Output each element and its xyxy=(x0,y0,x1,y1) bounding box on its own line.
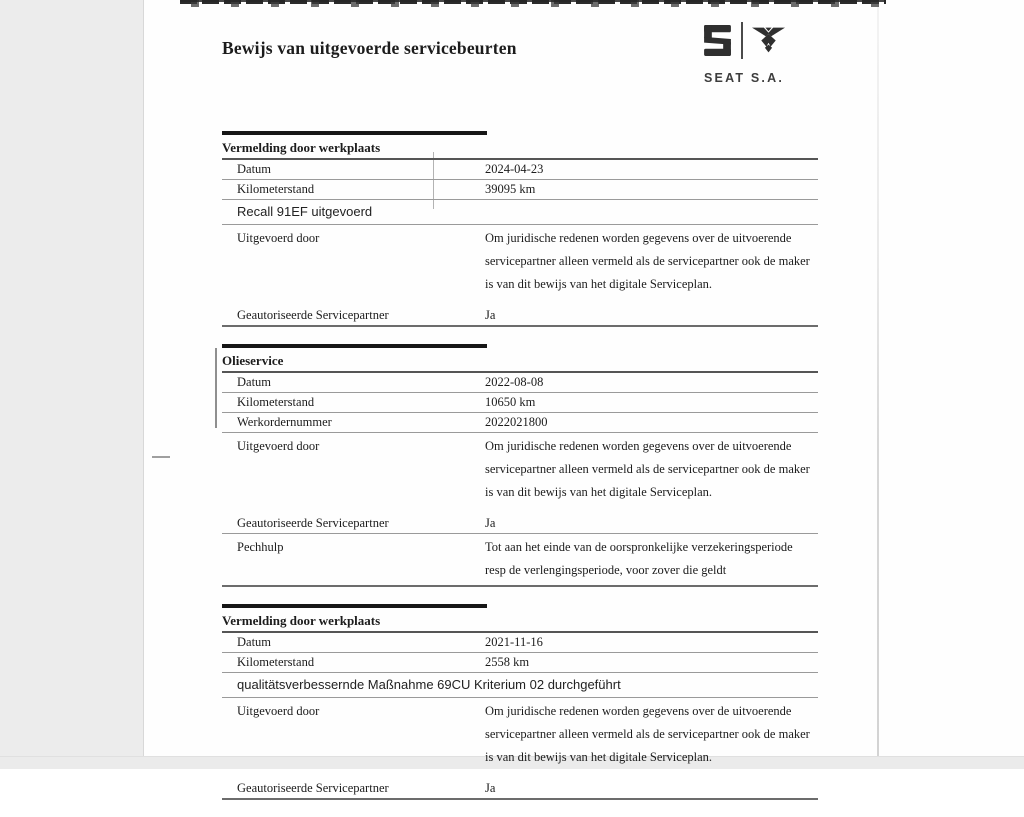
table-row xyxy=(222,653,818,673)
row-value: 39095 km xyxy=(485,182,536,196)
section-top-bar xyxy=(222,604,487,608)
table-row xyxy=(222,514,818,534)
note-text: qualitätsverbessernde Maßnahme 69CU Kriterium 02 durchgeführt xyxy=(237,677,621,692)
row-label: Datum xyxy=(237,375,272,389)
service-records xyxy=(222,131,818,800)
row-label: Geautoriseerde Servicepartner xyxy=(237,516,389,530)
note-row xyxy=(222,673,818,698)
row-value: Ja xyxy=(485,308,496,322)
row-value: 2021-11-16 xyxy=(485,635,543,649)
row-value: Tot aan het einde van de oorspronkelijke verzekeringsperiode resp de verlengingsperiode, voor zover die geldt xyxy=(485,540,793,577)
row-label: Kilometerstand xyxy=(237,655,315,669)
section-top-bar xyxy=(222,131,487,135)
table-row xyxy=(222,413,818,433)
row-label: Uitgevoerd door xyxy=(237,231,320,245)
service-record-section xyxy=(222,131,818,327)
row-label: Geautoriseerde Servicepartner xyxy=(237,308,389,322)
section-heading: Vermelding door werkplaats xyxy=(222,139,818,160)
page-title: Bewijs van uitgevoerde servicebeurten xyxy=(222,38,517,58)
service-record-section xyxy=(222,344,818,587)
section-top-bar xyxy=(222,344,487,348)
table-row xyxy=(222,306,818,327)
row-label: Datum xyxy=(237,635,272,649)
brand-company: SEAT S.A. xyxy=(704,71,784,85)
table-row xyxy=(222,633,818,653)
table-row xyxy=(222,698,818,779)
table-row xyxy=(222,225,818,306)
row-label: Geautoriseerde Servicepartner xyxy=(237,781,389,795)
section-heading: Vermelding door werkplaats xyxy=(222,612,818,633)
row-label: Werkordernummer xyxy=(237,415,332,429)
viewer-left-margin xyxy=(0,0,144,756)
note-row xyxy=(222,200,818,225)
table-row xyxy=(222,534,818,587)
table-row xyxy=(222,433,818,514)
row-label: Datum xyxy=(237,162,272,176)
row-value: Om juridische redenen worden gegevens over de uitvoerende servicepartner alleen vermeld als de servicepartner ook de maker is van dit bewijs van het digitale Serviceplan. xyxy=(485,231,810,291)
row-label: Uitgevoerd door xyxy=(237,704,320,718)
row-value: 10650 km xyxy=(485,395,536,409)
table-row xyxy=(222,180,818,200)
row-value: 2024-04-23 xyxy=(485,162,544,176)
row-label: Kilometerstand xyxy=(237,395,315,409)
row-value: 2022-08-08 xyxy=(485,375,544,389)
table-row xyxy=(222,160,818,180)
service-record-section xyxy=(222,604,818,800)
section-heading: Olieservice xyxy=(222,352,818,373)
row-value: Om juridische redenen worden gegevens over de uitvoerende servicepartner alleen vermeld als de servicepartner ook de maker is van dit bewijs van het digitale Serviceplan. xyxy=(485,704,810,764)
row-value: Om juridische redenen worden gegevens over de uitvoerende servicepartner alleen vermeld als de servicepartner ook de maker is van dit bewijs van het digitale Serviceplan. xyxy=(485,439,810,499)
table-row xyxy=(222,393,818,413)
row-label: Kilometerstand xyxy=(237,182,315,196)
row-value: Ja xyxy=(485,516,496,530)
row-value: 2022021800 xyxy=(485,415,548,429)
scan-artifact-dash xyxy=(152,456,170,458)
row-value: Ja xyxy=(485,781,496,795)
scan-artifact-line xyxy=(215,348,217,428)
document-page xyxy=(222,0,818,817)
row-value: 2558 km xyxy=(485,655,530,669)
note-text: Recall 91EF uitgevoerd xyxy=(237,204,373,219)
row-label: Pechhulp xyxy=(237,540,284,554)
table-row xyxy=(222,373,818,393)
scan-page-right-edge xyxy=(877,0,879,756)
row-label: Uitgevoerd door xyxy=(237,439,320,453)
table-row xyxy=(222,779,818,800)
